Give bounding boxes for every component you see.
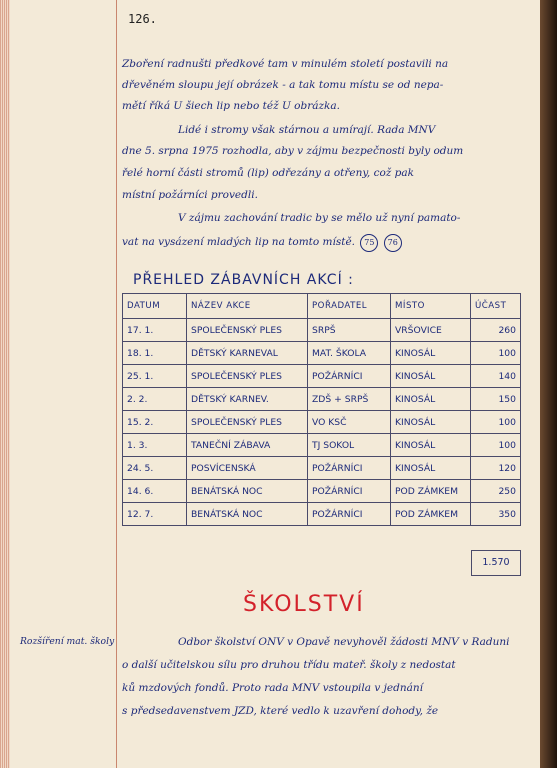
- table-row: [123, 365, 521, 388]
- cell-place: KINOSÁL: [391, 411, 471, 434]
- table-row: [123, 319, 521, 342]
- cell-organizer: POŽÁRNÍCI: [308, 480, 391, 503]
- events-table: [122, 293, 521, 526]
- margin-rule: [116, 0, 117, 768]
- cell-attendance: 100: [471, 342, 521, 365]
- section-title: ŠKOLSTVÍ: [243, 592, 365, 617]
- cell-organizer: ZDŠ + SRPŠ: [308, 388, 391, 411]
- cell-attendance: 350: [471, 503, 521, 526]
- cell-organizer: MAT. ŠKOLA: [308, 342, 391, 365]
- paragraph-line: mětí říká U šiech lip nebo též U obrázka.: [122, 100, 340, 112]
- cell-organizer: POŽÁRNÍCI: [308, 457, 391, 480]
- table-title: PŘEHLED ZÁBAVNÍCH AKCÍ :: [133, 272, 354, 288]
- cell-organizer: VO KSČ: [308, 411, 391, 434]
- margin-note: Rozšíření mat. školy: [20, 636, 115, 647]
- cell-date: 12. 7.: [123, 503, 187, 526]
- paragraph-line: dne 5. srpna 1975 rozhodla, aby v zájmu bezpečnosti byly odum: [122, 145, 464, 157]
- cell-date: 14. 6.: [123, 480, 187, 503]
- cell-place: KINOSÁL: [391, 388, 471, 411]
- cell-date: 17. 1.: [123, 319, 187, 342]
- cell-place: POD ZÁMKEM: [391, 503, 471, 526]
- paragraph-line: Lidé i stromy však stárnou a umírají. Rada MNV: [178, 124, 436, 136]
- table-row: [123, 480, 521, 503]
- cell-attendance: 100: [471, 411, 521, 434]
- cell-date: 1. 3.: [123, 434, 187, 457]
- cell-place: KINOSÁL: [391, 434, 471, 457]
- cell-event: SPOLEČENSKÝ PLES: [187, 411, 308, 434]
- photo-ref-badge: 75: [360, 234, 378, 252]
- attendance-total: 1.570: [471, 550, 521, 576]
- cell-event: SPOLEČENSKÝ PLES: [187, 319, 308, 342]
- cell-date: 15. 2.: [123, 411, 187, 434]
- header-place: MÍSTO: [391, 294, 471, 319]
- cell-attendance: 150: [471, 388, 521, 411]
- cell-attendance: 120: [471, 457, 521, 480]
- cell-event: DĚTSKÝ KARNEVAL: [187, 342, 308, 365]
- cell-date: 24. 5.: [123, 457, 187, 480]
- header-date: DATUM: [123, 294, 187, 319]
- cell-place: KINOSÁL: [391, 457, 471, 480]
- cell-event: BENÁTSKÁ NOC: [187, 480, 308, 503]
- paragraph-line: V zájmu zachování tradic by se mělo už nyní pamato-: [178, 212, 461, 224]
- header-event-name: NÁZEV AKCE: [187, 294, 308, 319]
- cell-attendance: 250: [471, 480, 521, 503]
- cell-attendance: 260: [471, 319, 521, 342]
- table-row: [123, 434, 521, 457]
- paragraph-line-with-refs: [122, 234, 402, 252]
- cell-event: SPOLEČENSKÝ PLES: [187, 365, 308, 388]
- table-header-row: [123, 294, 521, 319]
- paragraph-line: Zboření radnušti předkové tam v minulém století postavili na: [122, 58, 449, 70]
- cell-event: BENÁTSKÁ NOC: [187, 503, 308, 526]
- book-edge: [540, 0, 557, 768]
- cell-date: 25. 1.: [123, 365, 187, 388]
- section-line: s předsedavenstvem JZD, které vedlo k uzavření dohody, že: [122, 705, 439, 717]
- section-line: o další učitelskou sílu pro druhou třídu mateř. školy z nedostat: [122, 659, 456, 671]
- cell-attendance: 140: [471, 365, 521, 388]
- cell-event: TANEČNÍ ZÁBAVA: [187, 434, 308, 457]
- table-row: [123, 342, 521, 365]
- section-line: Odbor školství ONV v Opavě nevyhověl žádosti MNV v Raduni: [178, 636, 510, 648]
- paragraph-line: vat na vysázení mladých lip na tomto místě.: [122, 236, 356, 248]
- cell-attendance: 100: [471, 434, 521, 457]
- cell-place: VRŠOVICE: [391, 319, 471, 342]
- cell-organizer: POŽÁRNÍCI: [308, 503, 391, 526]
- section-line: ků mzdových fondů. Proto rada MNV vstoupila v jednání: [122, 682, 423, 694]
- cell-place: POD ZÁMKEM: [391, 480, 471, 503]
- header-organizer: POŘADATEL: [308, 294, 391, 319]
- cell-date: 18. 1.: [123, 342, 187, 365]
- page-binding: [0, 0, 10, 768]
- cell-date: 2. 2.: [123, 388, 187, 411]
- header-attendance: ÚČAST: [471, 294, 521, 319]
- cell-place: KINOSÁL: [391, 365, 471, 388]
- cell-event: DĚTSKÝ KARNEV.: [187, 388, 308, 411]
- table-row: [123, 411, 521, 434]
- paragraph-line: řelé horní části stromů (lip) odřezány a otřeny, což pak: [122, 167, 414, 179]
- cell-place: KINOSÁL: [391, 342, 471, 365]
- cell-organizer: POŽÁRNÍCI: [308, 365, 391, 388]
- photo-ref-badge: 76: [384, 234, 402, 252]
- table-row: [123, 388, 521, 411]
- cell-organizer: SRPŠ: [308, 319, 391, 342]
- paragraph-line: místní požárníci provedli.: [122, 189, 258, 201]
- paragraph-line: dřevěném sloupu její obrázek - a tak tomu místu se od nepa-: [122, 79, 444, 91]
- cell-event: POSVÍCENSKÁ: [187, 457, 308, 480]
- page-number: 126.: [128, 12, 157, 26]
- cell-organizer: TJ SOKOL: [308, 434, 391, 457]
- table-row: [123, 503, 521, 526]
- table-row: [123, 457, 521, 480]
